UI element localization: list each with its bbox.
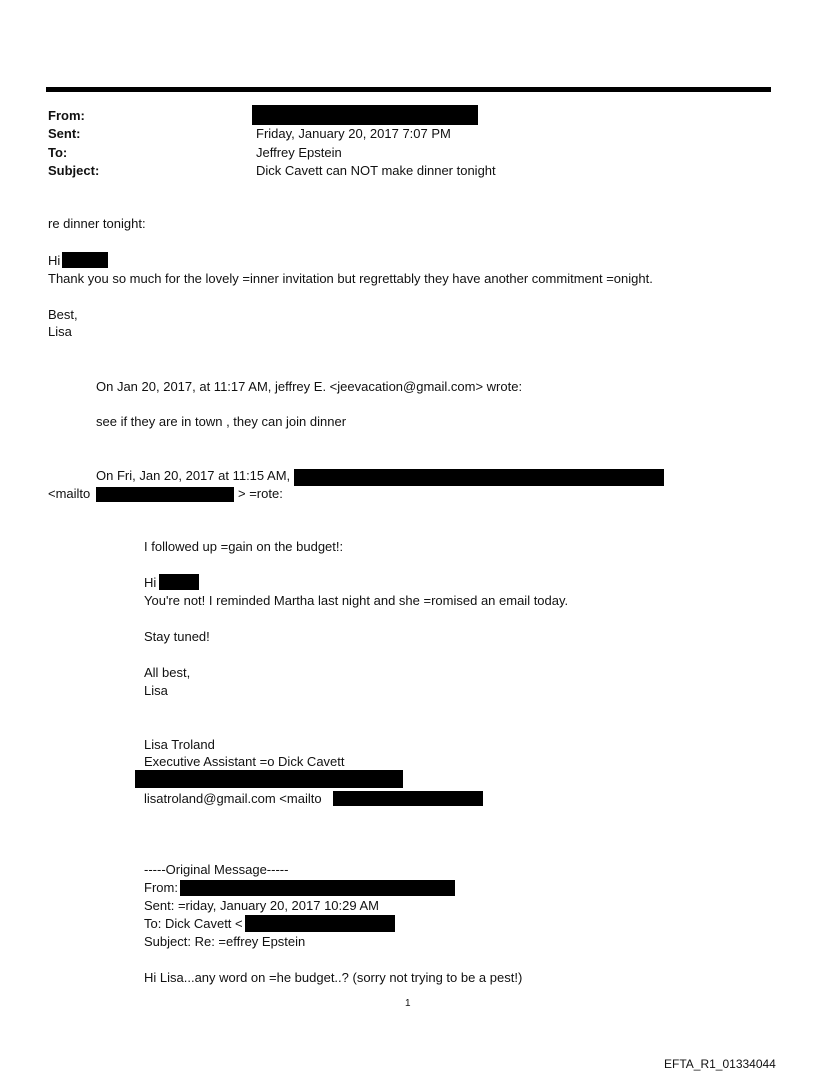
body-name: Lisa (48, 324, 72, 339)
quote3-greeting: Hi (144, 575, 157, 590)
quote3-name: Lisa (144, 683, 168, 698)
quote2-wrote: > =rote: (238, 486, 283, 501)
subject-value: Dick Cavett can NOT make dinner tonight (256, 163, 496, 178)
signature-email: lisatroland@gmail.com <mailto (144, 791, 322, 806)
to-label: To: (48, 145, 68, 160)
page-number: 1 (405, 998, 411, 1009)
redacted-quote2-sender (294, 469, 664, 486)
quote3-line1: I followed up =gain on the budget!: (144, 539, 344, 554)
body-greeting: Hi (48, 253, 61, 268)
sent-value: Friday, January 20, 2017 7:07 PM (256, 126, 451, 141)
original-divider: -----Original Message----- (144, 862, 289, 877)
quote2-mailto: <mailto (48, 486, 91, 501)
to-value: Jeffrey Epstein (256, 145, 342, 160)
original-to: To: Dick Cavett < (144, 916, 243, 931)
redacted-greeting-name (62, 252, 108, 268)
header-rule (46, 87, 771, 92)
signature-title: Executive Assistant =o Dick Cavett (144, 754, 345, 769)
redacted-original-to (245, 915, 395, 932)
original-from: From: (144, 880, 178, 895)
document-id: EFTA_R1_01334044 (664, 1057, 776, 1071)
body-line1: re dinner tonight: (48, 216, 146, 231)
redacted-quote2-mailto (96, 487, 234, 502)
sent-label: Sent: (48, 126, 81, 141)
redacted-from (252, 105, 478, 125)
subject-label: Subject: (48, 163, 100, 178)
redacted-signature-line (135, 770, 403, 788)
signature-name: Lisa Troland (144, 737, 215, 752)
original-text: Hi Lisa...any word on =he budget..? (sorry not trying to be a pest!) (144, 970, 523, 985)
body-line2: Thank you so much for the lovely =inner invitation but regrettably they have another commitment =onight. (48, 271, 653, 286)
quote3-line3: Stay tuned! (144, 629, 210, 644)
quote1-header: On Jan 20, 2017, at 11:17 AM, jeffrey E. <jeevacation@gmail.com> wrote: (96, 379, 523, 394)
redacted-quote3-greeting-name (159, 574, 199, 590)
quote3-signoff: All best, (144, 665, 191, 680)
quote2-header: On Fri, Jan 20, 2017 at 11:15 AM, (96, 468, 291, 483)
original-sent: Sent: =riday, January 20, 2017 10:29 AM (144, 898, 379, 913)
quote3-line2: You're not! I reminded Martha last night and she =romised an email today. (144, 593, 569, 608)
body-signoff: Best, (48, 307, 78, 322)
original-subject: Subject: Re: =effrey Epstein (144, 934, 306, 949)
from-label: From: (48, 108, 85, 123)
redacted-signature-mailto (333, 791, 483, 806)
redacted-original-from (180, 880, 455, 896)
quote1-text: see if they are in town , they can join dinner (96, 414, 347, 429)
